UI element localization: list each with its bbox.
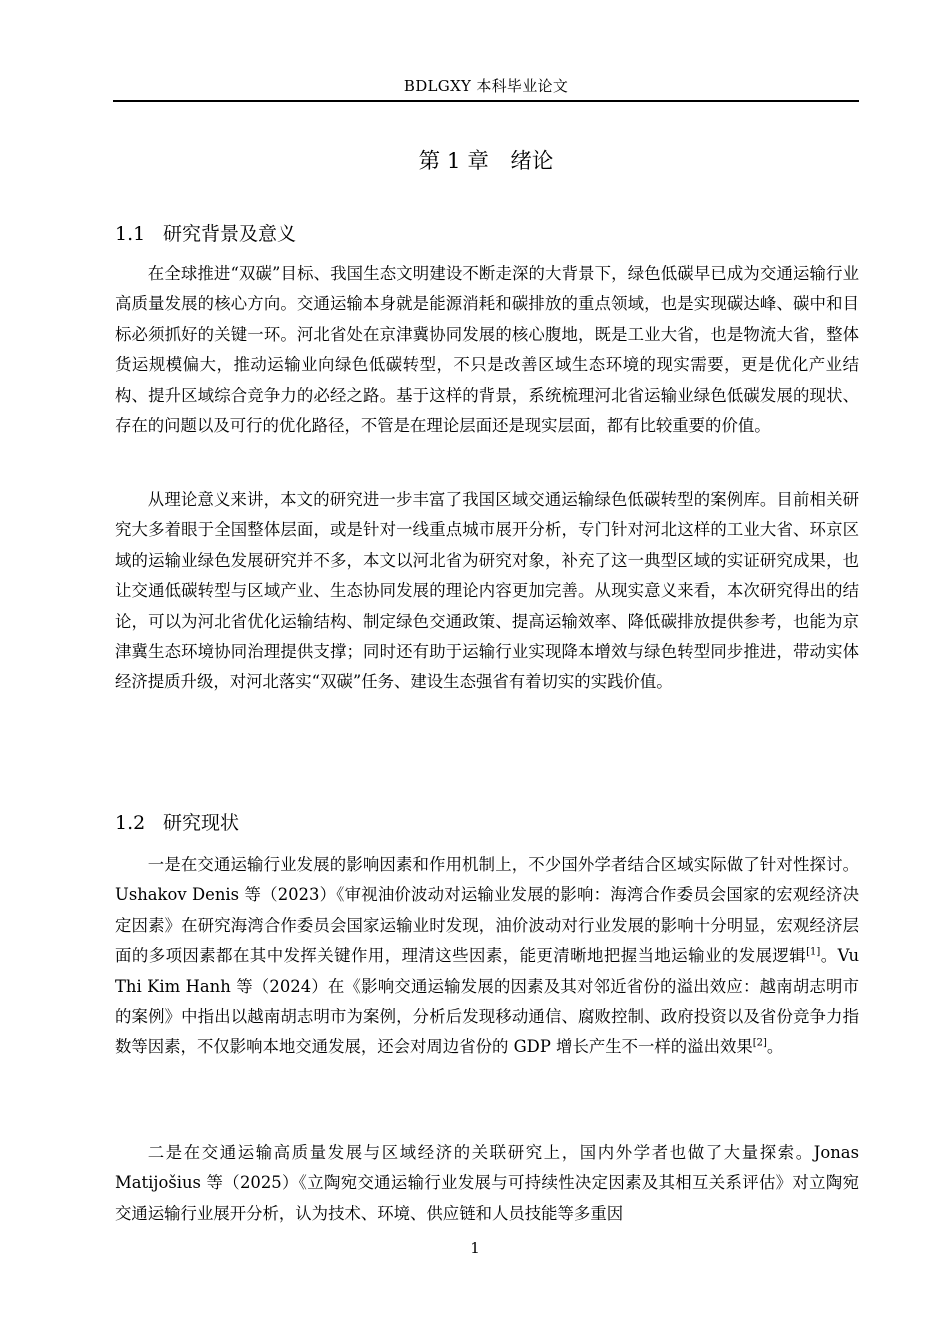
section-heading-1-2 (115, 809, 859, 837)
paragraph-text: 。 (766, 1037, 784, 1057)
chapter-title: 第 1 章 绪论 (418, 149, 554, 174)
paragraph: 在全球推进“双碳”目标、我国生态文明建设不断走深的大背景下，绿色低碳早已成为交通运输行业高质量发展的核心方向。交通运输本身就是能源消耗和碳排放的重点领域，也是实现碳达峰、碳中和目标必须抓好的关键一环。河北省处在京津冀协同发展的核心腹地，既是工业大省，也是物流大省，整体货运规模偏大，推动运输业向绿色低碳转型，不只是改善区域生态环境的现实需要，更是优化产业结构、提升区域综合竞争力的必经之路。基于这样的背景，系统梳理河北省运输业绿色低碳发展的现状、存在的问题以及可行的优化路径，不管是在理论层面还是现实层面，都有比较重要的价值。 (115, 264, 859, 436)
section-title: 研究现状 (163, 812, 240, 834)
citation-link[interactable]: [1] (806, 946, 821, 958)
section-heading-1-1 (115, 220, 859, 248)
paragraph: 从理论意义来讲，本文的研究进一步丰富了我国区域交通运输绿色低碳转型的案例库。目前相关研究大多着眼于全国整体层面，或是针对一线重点城市展开分析，专门针对河北这样的工业大省、环京区域的运输业绿色发展研究并不多，本文以河北省为研究对象，补充了这一典型区域的实证研究成果，也让交通低碳转型与区域产业、生态协同发展的理论内容更加完善。从现实意义来看，本次研究得出的结论，可以为河北省优化运输结构、制定绿色交通政策、提高运输效率、降低碳排放提供参考，也能为京津冀生态环境协同治理提供支撑；同时还有助于运输行业实现降本增效与绿色转型同步推进，带动实体经济提质升级，对河北落实“双碳”任务、建设生态强省有着切实的实践价值。 (115, 490, 859, 692)
running-header: BDLGXY 本科毕业论文 (403, 77, 569, 95)
section-title: 研究背景及意义 (163, 223, 297, 245)
paragraph: 二是在交通运输高质量发展与区域经济的关联研究上，国内外学者也做了大量探索。Jonas Matijošius 等（2025）《立陶宛交通运输行业发展与可持续性决定因素及其相互关系评估》对立陶宛交通运输行业展开分析，认为技术、环境、供应链和人员技能等多重因 (115, 1143, 859, 1223)
section-number: 1.1 (115, 223, 146, 245)
header-rule (113, 100, 859, 102)
citation-link[interactable]: [2] (752, 1037, 767, 1049)
page-number: 1 (470, 1239, 480, 1257)
paragraph (115, 850, 859, 1063)
section-number: 1.2 (115, 812, 146, 834)
paragraph-text: 。Vu Thi Kim Hanh 等（2024）在《影响交通运输发展的因素及其对邻近省份的溢出效应：越南胡志明市的案例》中指出以越南胡志明市为案例，分析后发现移动通信、腐败控制、政府投资以及省份竞争力指数等因素，不仅影响本地交通发展，还会对周边省份的 GDP 增长产生不一样的溢出效果 (115, 946, 859, 1057)
paragraph-text: 一是在交通运输行业发展的影响因素和作用机制上，不少国外学者结合区域实际做了针对性探讨。Ushakov Denis 等（2023）《审视油价波动对运输业发展的影响：海湾合作委员会国家的宏观经济决定因素》在研究海湾合作委员会国家运输业时发现，油价波动对行业发展的影响十分明显，宏观经济层面的多项因素都在其中发挥关键作用，理清这些因素，能更清晰地把握当地运输业的发展逻辑 (115, 855, 859, 966)
